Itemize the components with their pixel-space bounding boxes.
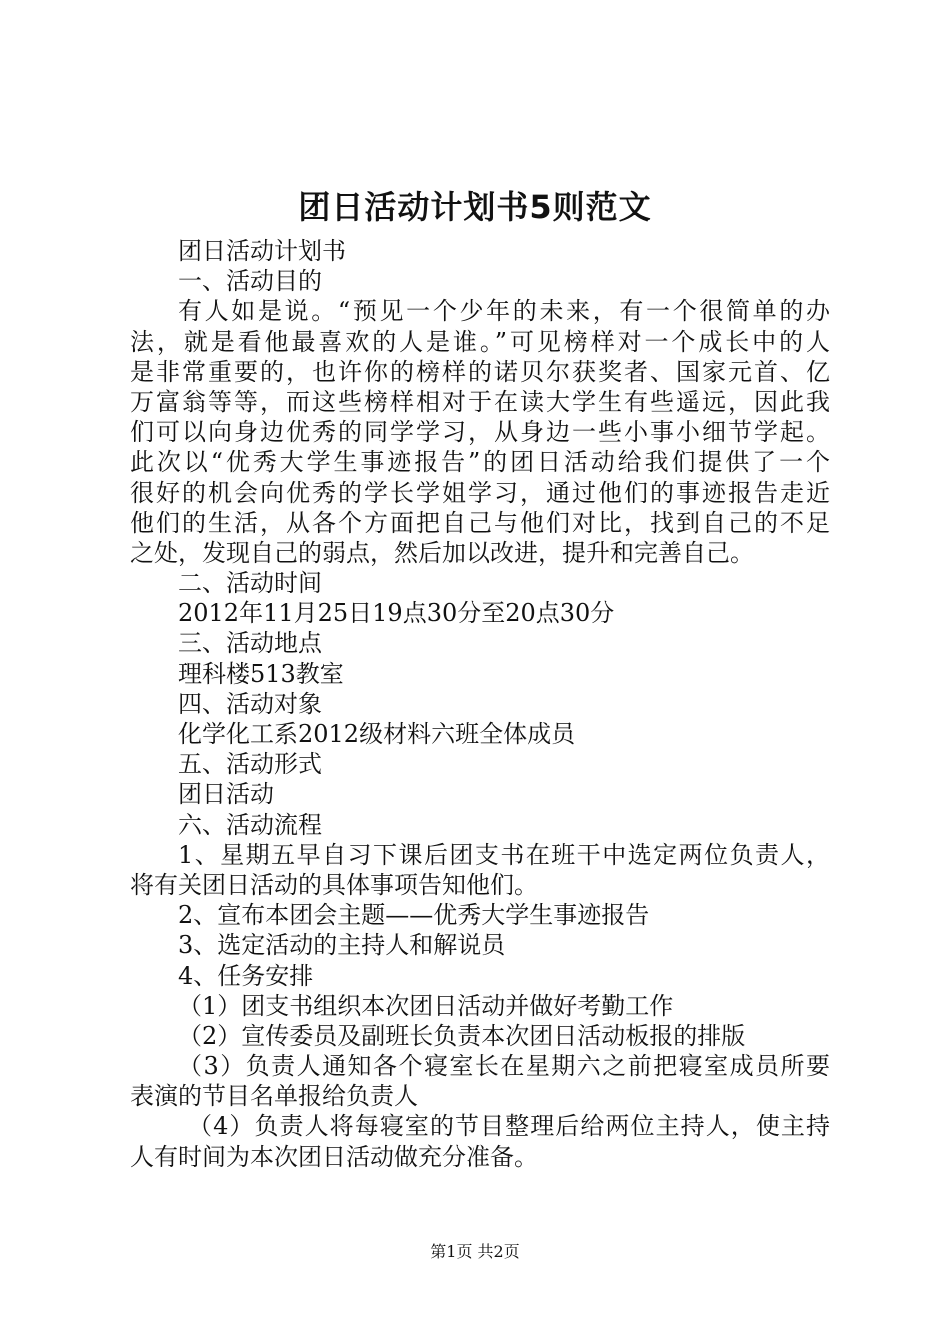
activity-audience: 化学化工系2012级材料六班全体成员 bbox=[178, 720, 576, 748]
section-heading: 团日活动计划书 bbox=[178, 237, 346, 265]
section-heading: 四、活动对象 bbox=[178, 689, 322, 718]
paragraph-line: 们可以向身边优秀的同学学习，从身边一些小事小细节学起。 bbox=[130, 418, 830, 447]
section-heading: 六、活动流程 bbox=[178, 810, 322, 839]
paragraph-line: 法，就是看他最喜欢的人是谁。”可见榜样对一个成长中的人 bbox=[130, 327, 830, 356]
task-item: （3）负责人通知各个寝室长在星期六之前把寝室成员所要 bbox=[178, 1052, 830, 1081]
task-item: 表演的节目名单报给负责人 bbox=[130, 1082, 418, 1111]
activity-format: 团日活动 bbox=[178, 780, 274, 809]
task-item: 人有时间为本次团日活动做充分准备。 bbox=[130, 1142, 538, 1171]
process-step: 3、选定活动的主持人和解说员 bbox=[178, 931, 506, 960]
process-step: 4、任务安排 bbox=[178, 961, 314, 990]
activity-location: 理科楼513教室 bbox=[178, 659, 344, 688]
paragraph-line: 之处，发现自己的弱点，然后加以改进，提升和完善自己。 bbox=[130, 538, 754, 567]
paragraph-line: 很好的机会向优秀的学长学姐学习，通过他们的事迹报告走近 bbox=[130, 478, 830, 507]
task-item: （4）负责人将每寝室的节目整理后给两位主持人，使主持 bbox=[188, 1112, 830, 1141]
process-step: 2、宣布本团会主题——优秀大学生事迹报告 bbox=[178, 901, 650, 930]
paragraph-line: 有人如是说。“预见一个少年的未来，有一个很简单的办 bbox=[178, 297, 830, 326]
process-step: 1、星期五早自习下课后团支书在班干中选定两位负责人， bbox=[178, 840, 830, 869]
paragraph-line: 万富翁等等，而这些榜样相对于在读大学生有些遥远，因此我 bbox=[130, 387, 830, 416]
paragraph-line: 他们的生活，从各个方面把自己与他们对比，找到自己的不足 bbox=[130, 508, 830, 537]
page-indicator: 第1页 共2页 bbox=[430, 1242, 520, 1261]
process-step: 将有关团日活动的具体事项告知他们。 bbox=[130, 870, 538, 899]
paragraph-line: 此次以“优秀大学生事迹报告”的团日活动给我们提供了一个 bbox=[130, 448, 830, 477]
document-title: 团日活动计划书5则范文 bbox=[298, 188, 652, 226]
task-item: （2）宣传委员及副班长负责本次团日活动板报的排版 bbox=[178, 1021, 746, 1050]
section-heading: 一、活动目的 bbox=[178, 267, 322, 296]
task-item: （1）团支书组织本次团日活动并做好考勤工作 bbox=[178, 991, 674, 1020]
section-heading: 三、活动地点 bbox=[178, 629, 322, 658]
section-heading: 五、活动形式 bbox=[178, 750, 322, 779]
document-body bbox=[130, 236, 830, 1172]
section-heading: 二、活动时间 bbox=[178, 569, 322, 598]
paragraph-line: 是非常重要的，也许你的榜样的诺贝尔获奖者、国家元首、亿 bbox=[130, 357, 830, 386]
activity-time: 2012年11月25日19点30分至20点30分 bbox=[178, 599, 615, 628]
